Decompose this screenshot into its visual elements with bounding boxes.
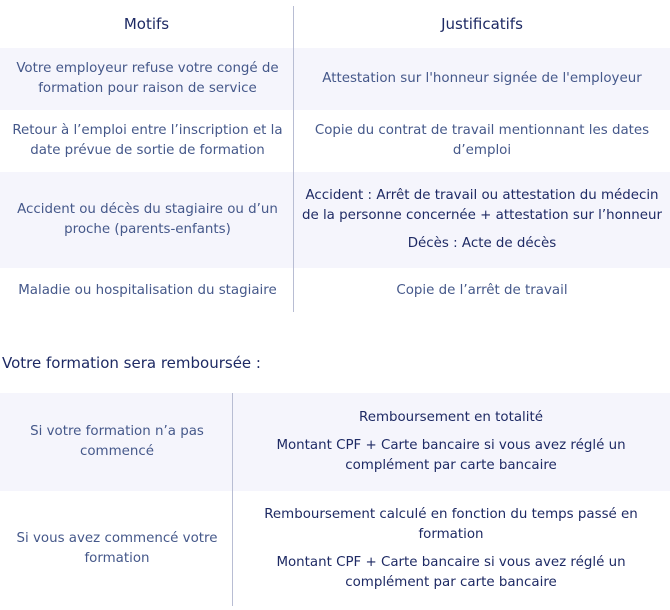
motif-cell: Votre employeur refuse votre congé de formation pour raison de service [16, 61, 279, 96]
motif-cell: Retour à l’emploi entre l’inscription et la date prévue de sortie de formation [12, 123, 283, 158]
justificatif-cell: Copie du contrat de travail mentionnant les dates d’emploi [314, 123, 650, 158]
section-title: Votre formation sera remboursée : [2, 354, 261, 372]
motif-cell: Maladie ou hospitalisation du stagiaire [18, 283, 277, 298]
table-row [0, 172, 670, 268]
refund-cell: Remboursement en totalité Montant CPF + Carte bancaire si vous avez réglé un complément par carte bancaire [276, 410, 626, 473]
table-row [0, 491, 670, 607]
table-row [0, 110, 670, 172]
motif-cell: Accident ou décès du stagiaire ou d’un proche (parents-enfants) [17, 202, 278, 237]
refund-cell: Remboursement calculé en fonction du temps passé en formation Montant CPF + Carte bancaire si vous avez réglé un complément par carte bancaire [264, 507, 638, 590]
table-row [0, 48, 670, 110]
table-row [0, 393, 670, 491]
header-justificatifs: Justificatifs [441, 15, 523, 33]
justificatif-cell: Copie de l’arrêt de travail [396, 283, 568, 298]
header-motifs: Motifs [123, 15, 170, 33]
table-row [0, 268, 670, 314]
justificatif-cell: Attestation sur l'honneur signée de l'employeur [322, 71, 642, 86]
case-cell: Si votre formation n’a pas commencé [30, 424, 204, 459]
case-cell: Si vous avez commencé votre formation [16, 531, 218, 566]
justificatif-cell: Accident : Arrêt de travail ou attestation du médecin de la personne concernée + attestation sur l’honneur Décès : Acte de décès [301, 188, 663, 251]
column-divider [293, 6, 294, 312]
column-divider [232, 393, 233, 606]
